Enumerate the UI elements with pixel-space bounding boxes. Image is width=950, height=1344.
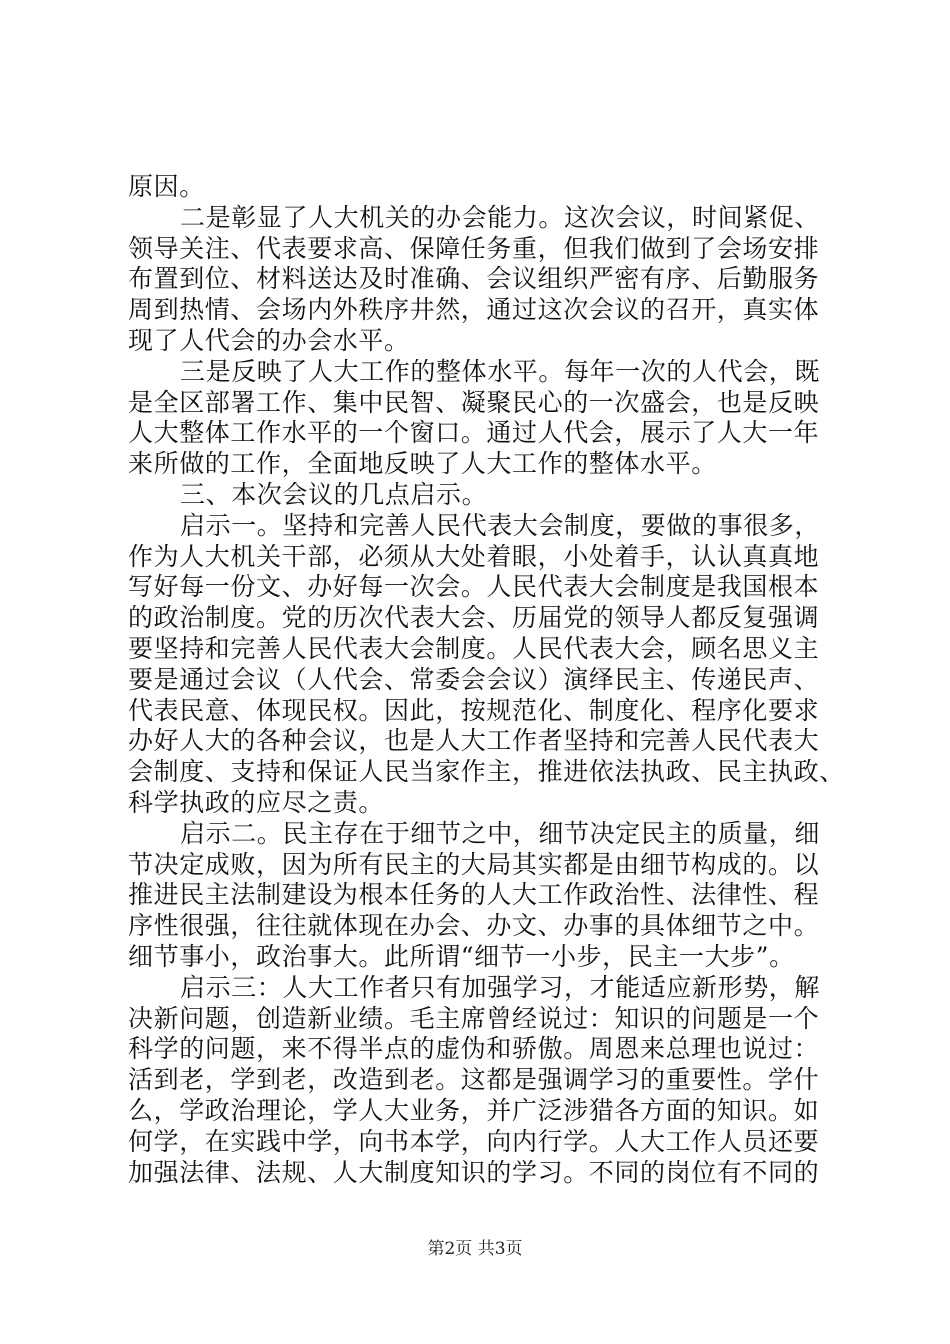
- text-line: 的政治制度。党的历次代表大会、历届党的领导人都反复强调: [128, 603, 820, 633]
- text-line: 作为人大机关干部，必须从大处着眼，小处着手，认认真真地: [128, 541, 820, 571]
- text-line: 周到热情、会场内外秩序井然，通过这次会议的召开，真实体: [128, 295, 820, 325]
- text-line: 要是通过会议（人代会、常委会会议）演绎民主、传递民声、: [128, 664, 820, 694]
- text-line: 二是彰显了人大机关的办会能力。这次会议，时间紧促、: [180, 202, 821, 232]
- text-line: 办好人大的各种会议，也是人大工作者坚持和完善人民代表大: [128, 726, 820, 756]
- text-line: 三是反映了人大工作的整体水平。每年一次的人代会，既: [180, 356, 821, 386]
- text-line: 序性很强，往往就体现在办会、办文、办事的具体细节之中。: [128, 911, 820, 941]
- text-line: 来所做的工作，全面地反映了人大工作的整体水平。: [128, 449, 717, 479]
- text-line: 推进民主法制建设为根本任务的人大工作政治性、法律性、程: [128, 880, 820, 910]
- text-line: 启示一。坚持和完善人民代表大会制度，要做的事很多，: [180, 510, 821, 540]
- text-line: 启示二。民主存在于细节之中，细节决定民主的质量，细: [180, 818, 821, 848]
- text-line: 领导关注、代表要求高、保障任务重，但我们做到了会场安排: [128, 233, 820, 263]
- page-footer: 第2页 共3页: [427, 1239, 523, 1259]
- document-body: [128, 172, 845, 1188]
- text-line: 是全区部署工作、集中民智、凝聚民心的一次盛会，也是反映: [128, 387, 820, 417]
- text-line: 么，学政治理论，学人大业务，并广泛涉猎各方面的知识。如: [128, 1095, 820, 1125]
- text-line: 人大整体工作水平的一个窗口。通过人代会，展示了人大一年: [128, 418, 820, 448]
- text-line: 科学执政的应尽之责。: [128, 787, 385, 817]
- text-line: 代表民意、体现民权。因此，按规范化、制度化、程序化要求: [128, 695, 820, 725]
- text-line: 活到老，学到老，改造到老。这都是强调学习的重要性。学什: [128, 1065, 820, 1095]
- text-line: 布置到位、材料送达及时准确、会议组织严密有序、后勤服务: [128, 264, 820, 294]
- text-line: 现了人代会的办会水平。: [128, 325, 410, 355]
- text-line: 科学的问题，来不得半点的虚伪和骄傲。周恩来总理也说过：: [128, 1034, 820, 1064]
- text-line: 节决定成败，因为所有民主的大局其实都是由细节构成的。以: [128, 849, 820, 879]
- text-line: 细节事小，政治事大。此所谓“细节一小步，民主一大步”。: [128, 941, 795, 971]
- text-line: 启示三：人大工作者只有加强学习，才能适应新形势，解: [180, 972, 821, 1002]
- text-line: 原因。: [128, 172, 205, 201]
- text-line: 要坚持和完善人民代表大会制度。人民代表大会，顾名思义主: [128, 633, 820, 663]
- text-line: 何学，在实践中学，向书本学，向内行学。人大工作人员还要: [128, 1126, 820, 1156]
- text-line: 会制度、支持和保证人民当家作主，推进依法执政、民主执政、: [128, 757, 845, 787]
- text-line: 写好每一份文、办好每一次会。人民代表大会制度是我国根本: [128, 572, 820, 602]
- text-line: 加强法律、法规、人大制度知识的学习。不同的岗位有不同的: [128, 1157, 820, 1187]
- text-line: 决新问题，创造新业绩。毛主席曾经说过：知识的问题是一个: [128, 1003, 820, 1033]
- text-line: 三、本次会议的几点启示。: [180, 479, 488, 509]
